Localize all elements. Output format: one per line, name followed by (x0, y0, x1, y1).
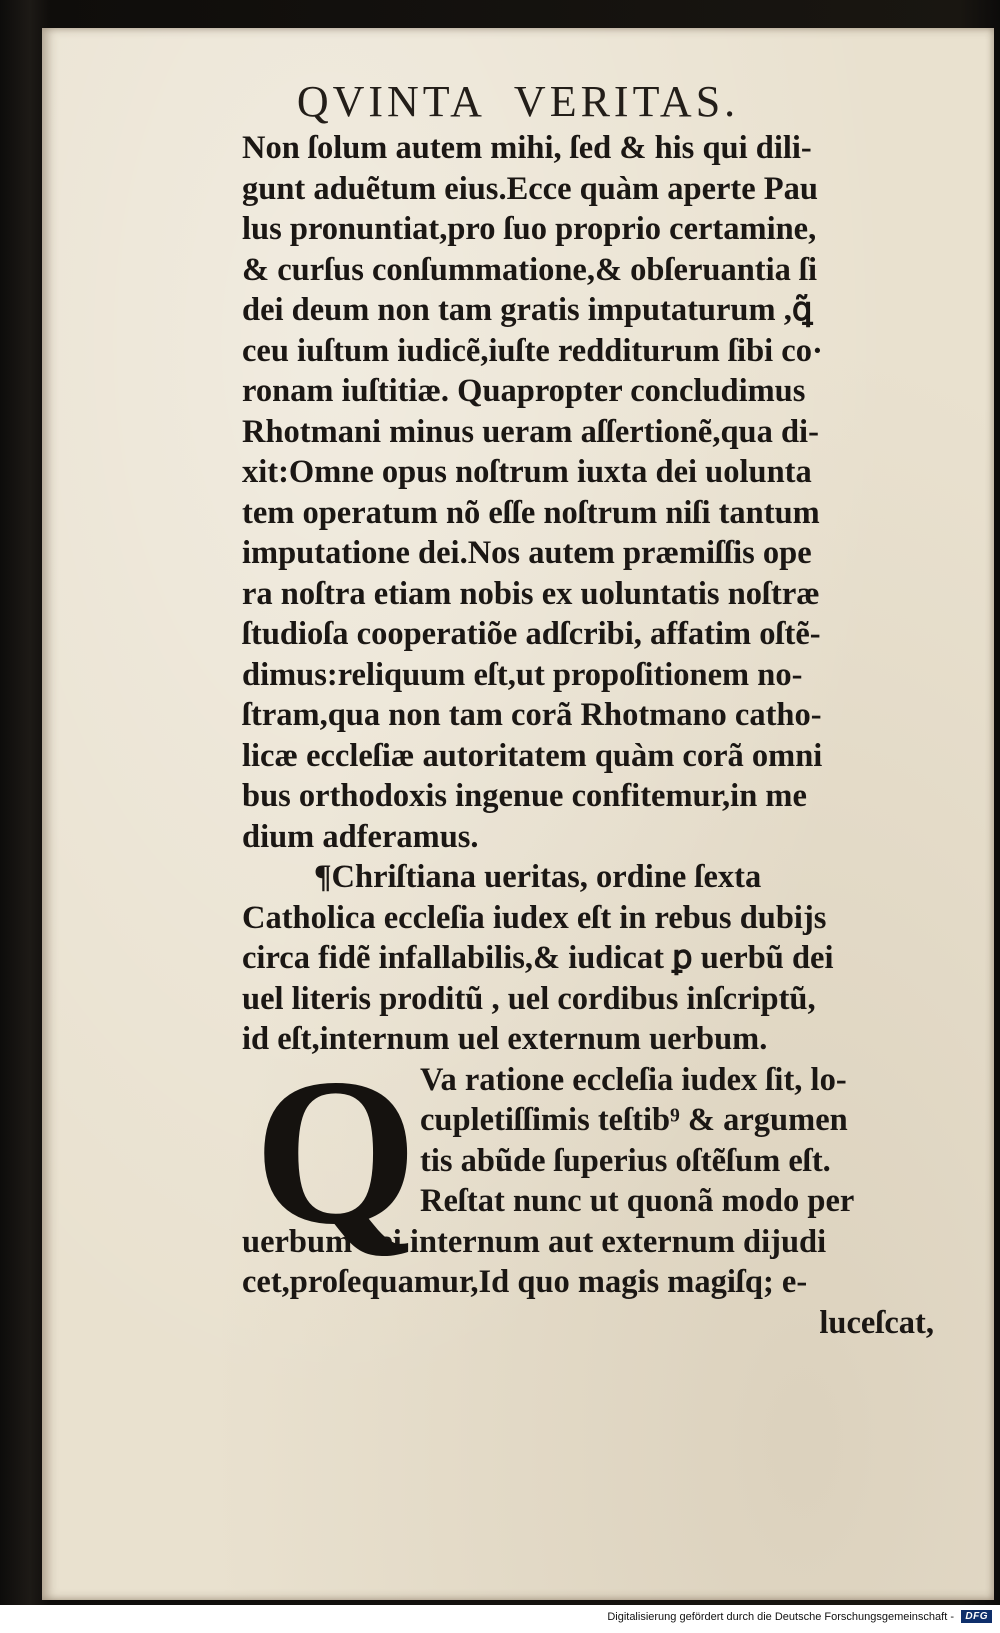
dfg-logo: DFG (961, 1610, 992, 1623)
text-line: Reſtat nunc ut quonã modo per (420, 1183, 855, 1219)
text-line: licæ eccleſiæ autoritatem quàm corã omni (242, 737, 823, 774)
catchword: luceſcat, (819, 1304, 934, 1341)
text-line: cupletiſſimis teſtib⁹ & argumen (420, 1102, 848, 1138)
header-word-2: VERITAS. (513, 77, 740, 126)
text-line: tem operatum nõ eſſe noſtrum niſi tantum (242, 494, 820, 531)
text-line: dimus:reliquum eſt,ut propoſitionem no- (242, 656, 803, 693)
text-line: dei deum non tam gratis imputaturum ,ꝗ̃ (242, 292, 813, 328)
text-line: dium adferamus. (242, 818, 479, 855)
running-header (42, 76, 994, 127)
text-line: ceu iuſtum iudicẽ,iuſte redditurum ſibi co· (242, 332, 823, 369)
body-text (242, 128, 942, 1343)
text-line: ſtram,qua non tam corã Rhotmano catho- (242, 697, 822, 733)
text-line: xit:Omne opus noſtrum iuxta dei uolunta (242, 454, 812, 490)
text-line: uel literis proditũ , uel cordibus inſcriptũ, (242, 980, 816, 1017)
text-line: id eſt,internum uel externum uerbum. (242, 1021, 768, 1057)
digitization-footer (0, 1605, 1000, 1633)
text-line: lus pronuntiat,pro ſuo proprio certamine, (242, 211, 817, 247)
text-line: uerbum dei internum aut externum dijudi (242, 1223, 827, 1260)
text-line: ſtudioſa cooperatiõe adſcribi, affatim oſtẽ- (242, 616, 821, 652)
drop-cap-letter: Q (254, 1035, 418, 1268)
text-line: Non ſolum autem mihi, ſed & his qui dili- (242, 130, 812, 166)
book-page (42, 28, 994, 1600)
text-line: imputatione dei.Nos autem præmiſſis ope (242, 535, 812, 571)
text-line: ra noſtra etiam nobis ex uoluntatis noſtræ (242, 575, 820, 612)
text-line: Rhotmani minus ueram aſſertionẽ,qua di- (242, 413, 819, 450)
section-heading: ¶Chriſtiana ueritas, ordine ſexta (314, 859, 762, 895)
text-line: bus orthodoxis ingenue confitemur,in me (242, 778, 807, 814)
header-word-1: QVINTA (296, 77, 486, 126)
text-line: Catholica eccleſia iudex eſt in rebus dubijs (242, 899, 827, 936)
text-line: cet,proſequamur,Id quo magis magiſq; e- (242, 1264, 808, 1300)
funding-notice: Digitalisierung gefördert durch die Deutsche Forschungsgemeinschaft - (607, 1611, 954, 1623)
text-line: ronam iuſtitiæ. Quapropter concludimus (242, 373, 806, 409)
text-line: & curſus conſummatione,& obſeruantia ſi (242, 251, 818, 288)
text-line: tis abũde ſuperius oſtẽſum eſt. (420, 1142, 831, 1179)
text-line: Va ratione eccleſia iudex ſit, lo- (420, 1061, 847, 1098)
text-line: circa fidẽ infallabilis,& iudicat ꝑ uerbũ dei (242, 940, 834, 976)
text-line: gunt aduẽtum eius.Ecce quàm aperte Pau (242, 170, 818, 207)
